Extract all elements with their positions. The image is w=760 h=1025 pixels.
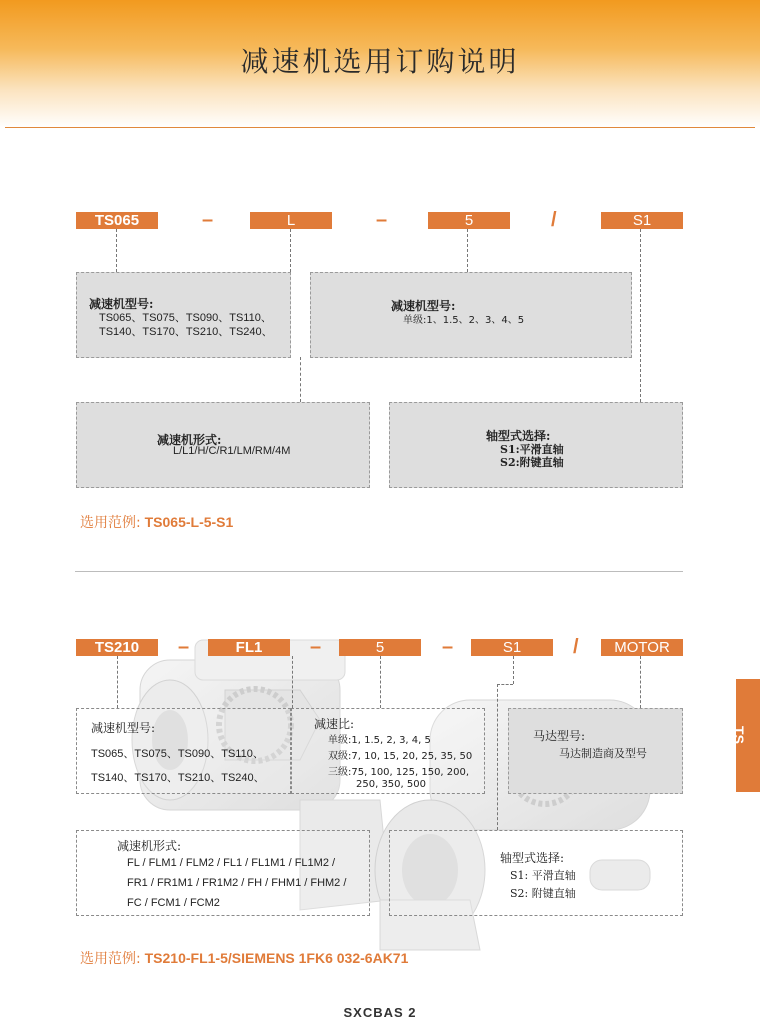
form-box-line2: FR1 / FR1M1 / FR1M2 / FH / FHM1 / FHM2 /: [127, 877, 347, 889]
example-2-prefix: 选用范例:: [80, 951, 141, 967]
ratio-box-title: 减速机型号:: [391, 299, 456, 313]
ratio-box-line2: 双级:7, 10, 15, 20, 25, 35, 50: [328, 751, 473, 762]
shaft-box-title: 轴型式选择:: [486, 429, 551, 443]
code-form: L: [250, 212, 332, 229]
code-model: TS065: [76, 212, 158, 229]
code-form: FL1: [208, 639, 290, 656]
ratio-box-line1: 单级:1, 1.5, 2, 3, 4, 5: [328, 735, 431, 746]
form-box-title: 减速机形式:: [157, 433, 222, 447]
page-title: 减速机选用订购说明: [240, 45, 520, 78]
separator-slash: /: [551, 209, 557, 231]
example-2: [80, 948, 408, 968]
shaft-box-line2: S2:附键直轴: [500, 456, 564, 469]
separator-dash: –: [310, 636, 322, 658]
code-ratio: 5: [428, 212, 510, 229]
model-box-line2: TS140、TS170、TS210、TS240、: [91, 772, 265, 784]
ratio-box-line4: 250, 350, 500: [356, 779, 426, 790]
model-box-line2: TS140、TS170、TS210、TS240、: [99, 326, 273, 338]
connector-line: [497, 684, 513, 685]
connector-line: [513, 656, 514, 684]
separator-dash: –: [376, 209, 388, 231]
connector-line: [292, 656, 293, 708]
side-tab: [730, 679, 760, 792]
connector-line: [117, 656, 118, 708]
shaft-box-line1: S1: 平滑直轴: [510, 869, 576, 882]
shaft-box-line1: S1:平滑直轴: [500, 443, 564, 456]
code-shaft: S1: [601, 212, 683, 229]
connector-line: [380, 656, 381, 708]
code-model: TS210: [76, 639, 158, 656]
form-box-line1: FL / FLM1 / FLM2 / FL1 / FL1M1 / FL1M2 /: [127, 857, 336, 869]
ratio-info-box: [291, 708, 485, 794]
page-footer: SXCBAS 2: [343, 1005, 417, 1020]
shaft-box-line2: S2: 附键直轴: [510, 887, 576, 900]
code-motor: MOTOR: [601, 639, 683, 656]
shaft-info-box: [389, 830, 683, 916]
model-box-line1: TS065、TS075、TS090、TS110、: [91, 748, 264, 760]
separator-dash: –: [178, 636, 190, 658]
motor-box-title: 马达型号:: [533, 729, 586, 743]
connector-line: [497, 684, 498, 830]
connector-line: [640, 656, 641, 708]
model-info-box: [76, 708, 291, 794]
code-shaft: S1: [471, 639, 553, 656]
form-box-line3: FC / FCM1 / FCM2: [127, 897, 220, 909]
separator-dash: –: [202, 209, 214, 231]
model-box-line1: TS065、TS075、TS090、TS110、: [99, 312, 272, 324]
model-box-title: 减速机型号:: [89, 297, 154, 311]
example-2-value: TS210-FL1-5/SIEMENS 1FK6 032-6AK71: [144, 950, 409, 966]
form-box-line1: L/L1/H/C/R1/LM/RM/4M: [173, 445, 291, 457]
ratio-box-title: 减速比:: [314, 717, 355, 731]
example-1-value: TS065-L-5-S1: [144, 514, 234, 530]
motor-box-line1: 马达制造商及型号: [559, 747, 647, 760]
ratio-box-line3: 三级:75, 100, 125, 150, 200,: [328, 767, 470, 778]
form-info-box: [76, 830, 370, 916]
form-box-title: 减速机形式:: [117, 839, 182, 853]
separator-dash: –: [442, 636, 454, 658]
side-tab-label: TS: [730, 726, 747, 744]
model-box-title: 减速机型号:: [91, 721, 156, 735]
separator-slash: /: [573, 636, 579, 658]
motor-info-box: [508, 708, 683, 794]
ratio-box-line1: 单级:1、1.5、2、3、4、5: [403, 315, 525, 326]
example-1-prefix: 选用范例:: [80, 515, 141, 531]
code-ratio: 5: [339, 639, 421, 656]
shaft-box-title: 轴型式选择:: [500, 851, 565, 865]
